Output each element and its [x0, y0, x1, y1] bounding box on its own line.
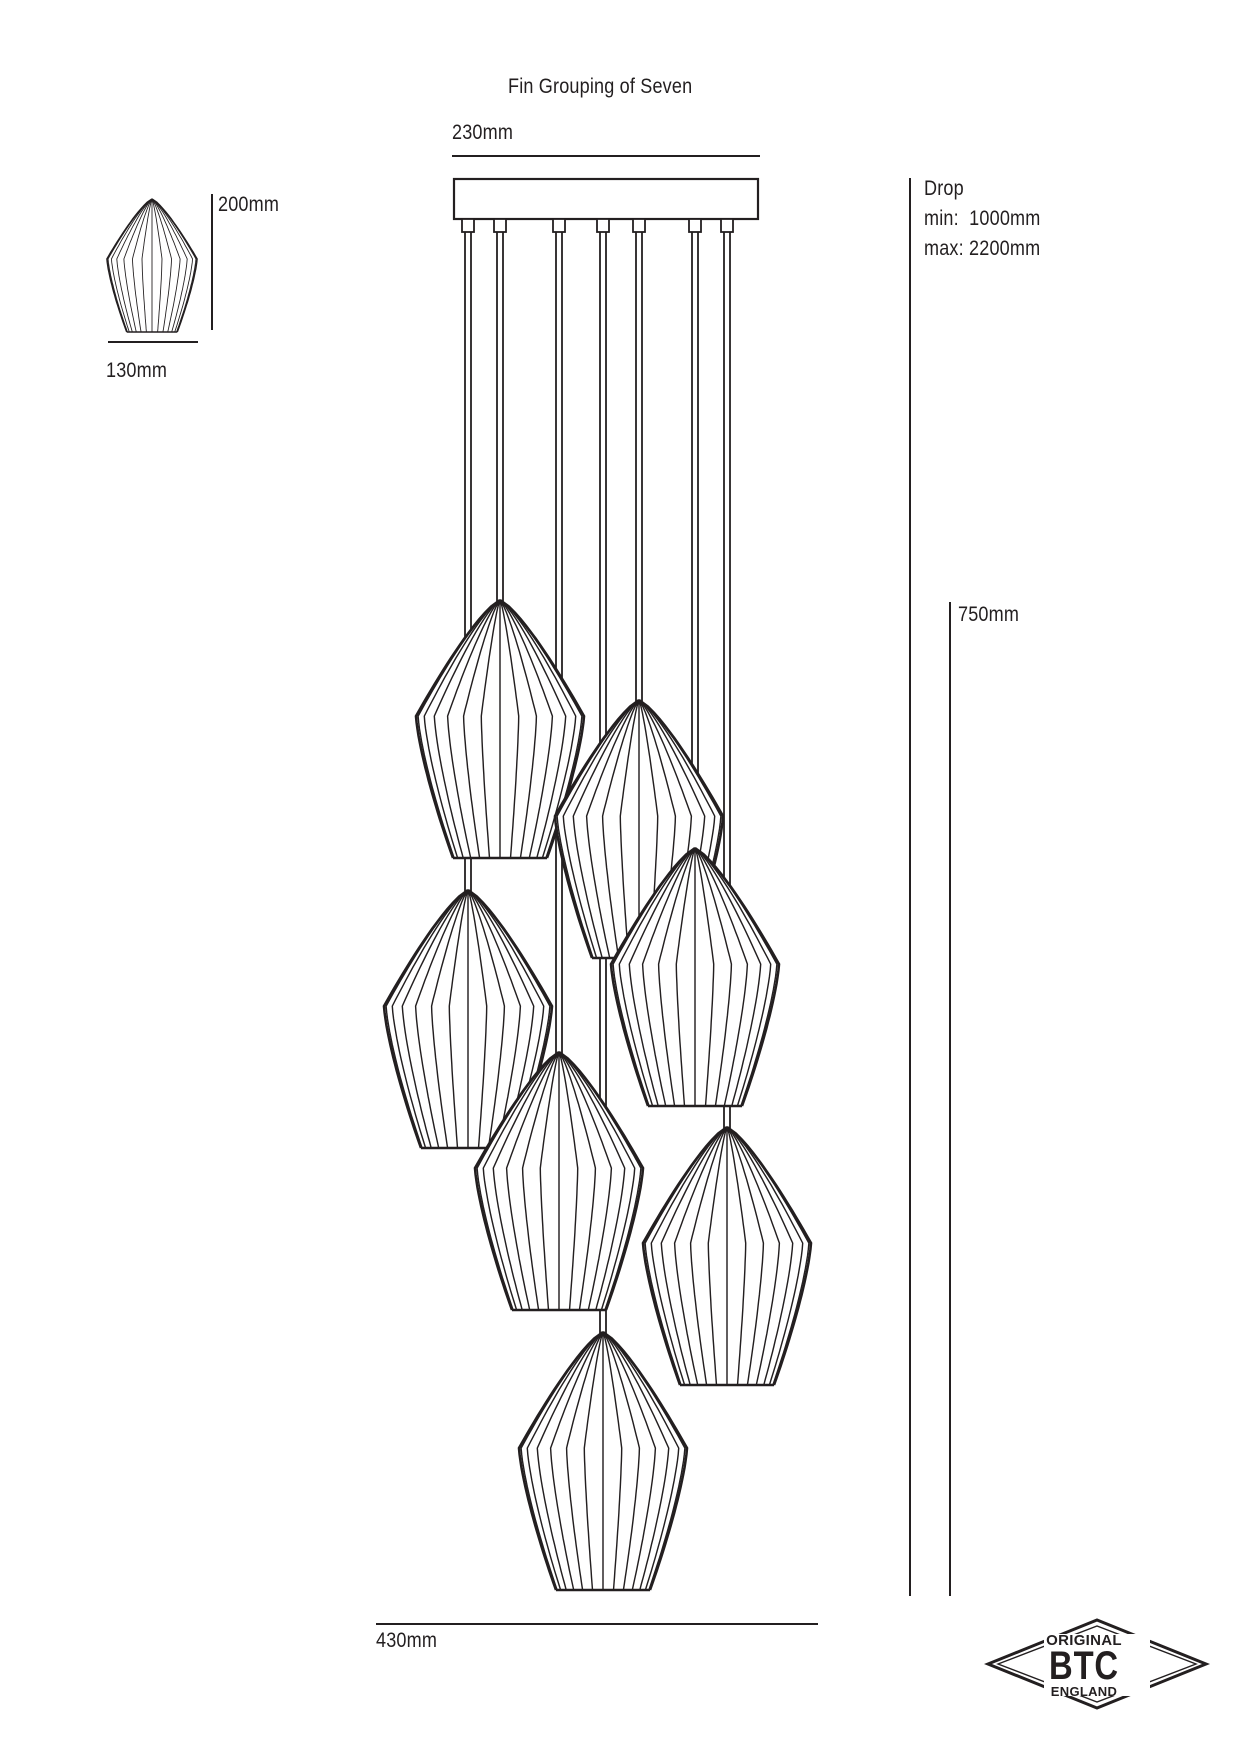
shade-fin — [108, 199, 152, 332]
canopy-width-label: 230mm — [452, 121, 514, 144]
ceiling-canopy — [454, 179, 758, 219]
drawing-title: Fin Grouping of Seven — [508, 75, 693, 98]
logo-line-original: ORIGINAL — [1046, 1632, 1122, 1649]
reference-shade-drawing — [107, 199, 197, 332]
shade-width-label: 130mm — [106, 359, 168, 382]
cord-connector — [633, 219, 645, 232]
cord-connector — [553, 219, 565, 232]
pendant-7 — [643, 1127, 811, 1385]
cord-connector — [597, 219, 609, 232]
cord-connector — [494, 219, 506, 232]
reference-shade — [107, 199, 197, 332]
cluster-height-label: 750mm — [958, 603, 1020, 626]
cord-connector — [721, 219, 733, 232]
pendant-shades — [384, 600, 811, 1590]
drop-min-label: min: 1000mm — [924, 207, 1041, 230]
shade-height-label: 200mm — [218, 193, 280, 216]
pendant-4 — [519, 1332, 687, 1590]
shade-fin — [152, 199, 196, 332]
btc-logo — [984, 1616, 1210, 1717]
drop-heading: Drop — [924, 177, 964, 200]
cord-connector — [462, 219, 474, 232]
cord-connectors — [462, 219, 733, 232]
drop-max-label: max: 2200mm — [924, 237, 1041, 260]
logo-line-btc: BTC — [1049, 1644, 1119, 1688]
overall-width-label: 430mm — [376, 1629, 438, 1652]
logo-line-england: ENGLAND — [1050, 1684, 1118, 1699]
cord-connector — [689, 219, 701, 232]
